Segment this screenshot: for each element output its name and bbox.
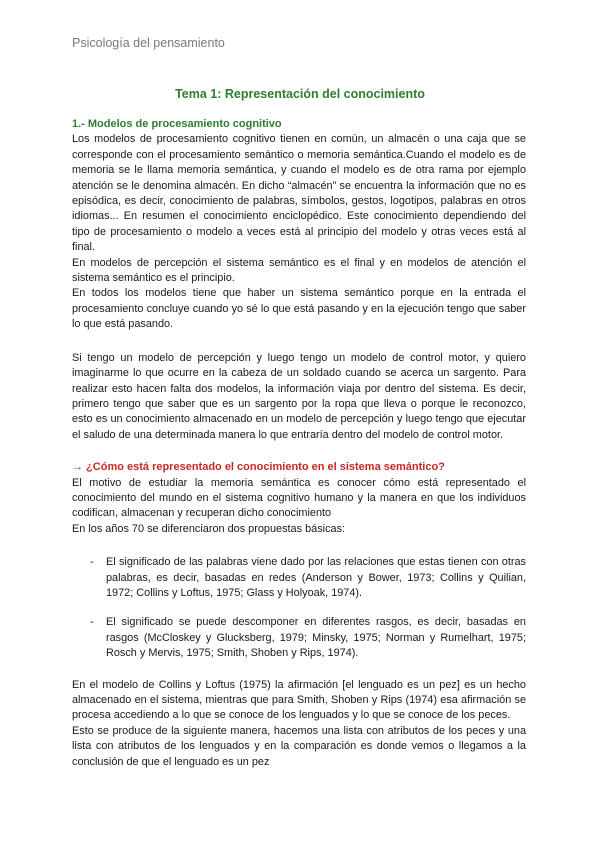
paragraph: Los modelos de procesamiento cognitivo tienen en común, un almacén o una caja que se corresponde con el procesamiento semántico o memoria semántica.Cuando el modelo es de memoria se le llama memoria semántica, y cuando el modelo es de otra rama por ejemplo atención se le denomina almacén. En dicho “almacén” se encuentra la información que no es episódica, es decir, conocimiento de palabras, símbolos, gestos, logotipos, palabras en otros idiomas... En resumen el conocimiento enciclopédico. Este conocimiento dependiendo del tipo de procesamiento o modelo a veces está al principio del modelo y otras veces está al final.	[72, 133, 526, 254]
list-item-text: El significado de las palabras viene dado por las relaciones que estas tienen con otras palabras, es decir, basadas en redes (Anderson y Bower, 1973; Collins y Quilian, 1972; Collins y Loftus, 1975; Glass y Holyoak, 1974).	[106, 556, 526, 599]
list-item	[72, 615, 526, 661]
paragraph: Si tengo un modelo de percepción y luego tengo un modelo de control motor, y quiero imaginarme lo que ocurre en la cabeza de un soldado cuando se acerca un sargento. Para realizar esto hacen falta dos modelos, la información viaja por dentro del sistema. Es decir, primero tengo que saber que es un sargento por la ropa que lleva o porque le reconozco, esto es un conocimiento almacenado en un modelo de percepción y luego tengo que ejecutar el saludo de una determinada manera lo que entraría dentro del modelo de control motor.	[72, 351, 526, 441]
list-item-text: El significado se puede descomponer en diferentes rasgos, es decir, basadas en rasgos (McCloskey y Glucksberg, 1979; Minsky, 1975; Norman y Rumelhart, 1975; Rosch y Mervis, 1975; Smith, Shoben y Rips, 1974).	[106, 616, 526, 660]
paragraph: En el modelo de Collins y Loftus (1975) la afirmación [el lenguado es un pez] es un hecho almacenado en el sistema, mientras que para Smith, Shoben y Rips (1974) esa afirmación se procesa accediendo a lo que se conoce de los lenguados y lo que se conoce de los peces.	[72, 678, 526, 722]
section-heading-representacion: → ¿Cómo está representado el conocimiento en el sistema semántico?	[72, 461, 445, 474]
paragraph: En modelos de percepción el sistema semántico es el final y en modelos de atención el sistema semántico es el principio.	[72, 256, 526, 285]
bullet-dash: -	[90, 616, 94, 629]
bullet-dash: -	[90, 556, 94, 569]
page-header: Psicología del pensamiento	[72, 36, 225, 50]
paragraph: Esto se produce de la siguiente manera, hacemos una lista con atributos de los peces y una lista con atributos de los lenguados y en la comparación es donde vemos o llegamos a la conclusión de que el lenguado es un pez	[72, 724, 526, 768]
page-title: Tema 1: Representación del conocimiento	[175, 87, 425, 101]
paragraph: En los años 70 se diferenciaron dos propuestas básicas:	[72, 522, 346, 535]
document-body	[72, 117, 526, 770]
paragraph: El motivo de estudiar la memoria semántica es conocer cómo está representado el conocimiento del mundo en el sistema cognitivo humano y la manera en que los individuos codifican, almacenan y recuperan dicho conocimiento	[72, 476, 526, 520]
paragraph: En todos los modelos tiene que haber un sistema semántico porque en la entrada el procesamiento concluye cuando yo sé lo que está pasando y en la ejecución tengo que saber lo que está pasando.	[72, 287, 526, 331]
list-item	[72, 555, 526, 601]
section-heading-modelos: 1.- Modelos de procesamiento cognitivo	[72, 118, 282, 130]
